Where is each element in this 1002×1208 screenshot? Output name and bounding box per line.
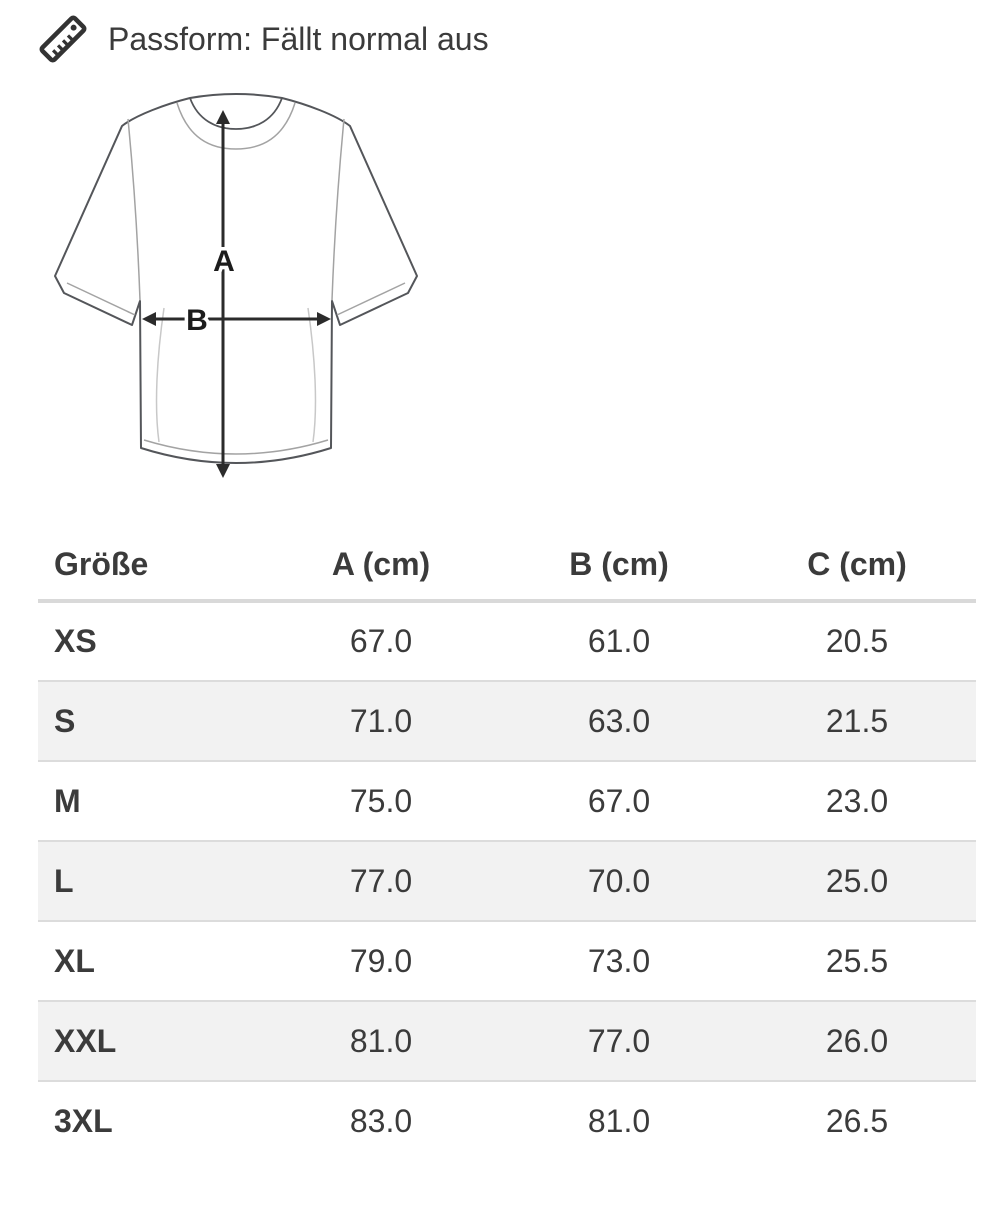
size-label: XS [54, 623, 97, 659]
fit-text: Passform: Fällt normal aus [108, 20, 489, 57]
measure-a-label: A [213, 245, 235, 278]
size-label: M [54, 782, 81, 819]
fit-header [38, 12, 976, 66]
value-a: 67.0 [349, 623, 413, 659]
value-b: 61.0 [587, 623, 651, 659]
table-row-xl [38, 921, 976, 1001]
value-c: 25.5 [825, 942, 889, 979]
measure-b-label: B [186, 304, 208, 337]
value-b: 77.0 [587, 1022, 651, 1059]
column-header-b: B (cm) [500, 540, 738, 601]
size-table-header-row [38, 540, 976, 601]
table-row-3xl [38, 1081, 976, 1161]
value-c: 20.5 [825, 623, 889, 659]
table-row-xs [38, 601, 976, 681]
value-b: 63.0 [587, 702, 651, 739]
table-row-l [38, 841, 976, 921]
value-a: 71.0 [349, 702, 413, 739]
value-a: 83.0 [349, 1103, 413, 1139]
size-label: 3XL [54, 1103, 113, 1139]
table-row-xxl [38, 1001, 976, 1081]
table-row-m [38, 761, 976, 841]
value-a: 79.0 [349, 942, 413, 979]
size-label: XL [54, 942, 95, 979]
tshirt-measurement-diagram [40, 86, 432, 494]
size-label: XXL [54, 1022, 117, 1059]
value-c: 23.0 [825, 782, 889, 819]
value-a: 75.0 [349, 782, 413, 819]
value-c: 26.0 [825, 1022, 889, 1059]
value-b: 73.0 [587, 942, 651, 979]
size-label: S [54, 702, 76, 739]
column-header-size: Größe [38, 540, 262, 601]
ruler-icon [38, 14, 88, 64]
column-header-a: A (cm) [262, 540, 500, 601]
size-table [38, 540, 976, 1161]
value-c: 26.5 [825, 1103, 889, 1139]
value-b: 67.0 [587, 782, 651, 819]
size-label: L [54, 862, 74, 899]
value-b: 81.0 [587, 1103, 651, 1139]
value-a: 81.0 [349, 1022, 413, 1059]
table-row-s [38, 681, 976, 761]
value-b: 70.0 [587, 862, 651, 899]
value-c: 21.5 [825, 702, 889, 739]
value-a: 77.0 [349, 862, 413, 899]
column-header-c: C (cm) [738, 540, 976, 601]
value-c: 25.0 [825, 862, 889, 899]
